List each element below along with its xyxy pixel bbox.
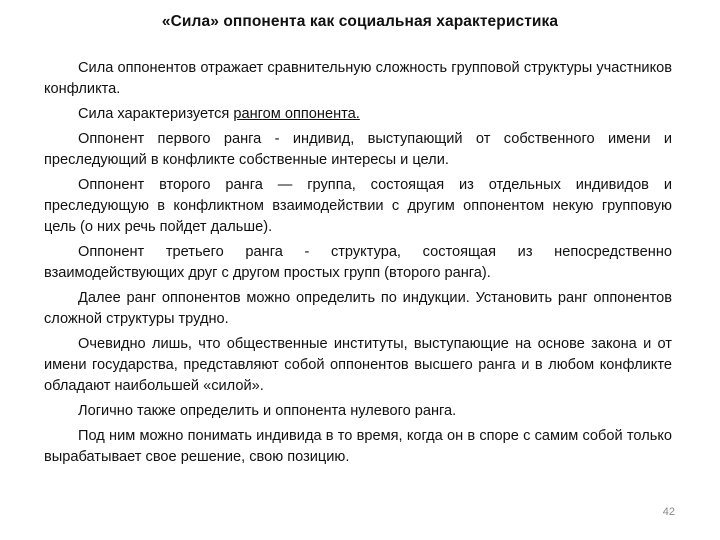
- paragraph-zero-rank-explanation: Под ним можно понимать индивида в то время, когда он в споре с самим собой только вырабатывает свое решение, свою позицию.: [44, 428, 672, 465]
- paragraph-zero-rank: Логично также определить и оппонента нулевого ранга.: [78, 403, 457, 419]
- paragraph-highest-rank: Очевидно лишь, что общественные институты, выступающие на основе закона и от имени государства, представляют собой оппонентов высшего ранга и в любом конфликте обладают наибольшей «силой».: [44, 336, 672, 394]
- paragraph-rank-definition: [44, 104, 672, 125]
- paragraph-strength-definition: Сила оппонентов отражает сравнительную сложность групповой структуры участников конфликта.: [44, 60, 672, 97]
- paragraph-first-rank: Оппонент первого ранга - индивид, выступающий от собственного имени и преследующий в конфликте собственные интересы и цели.: [44, 131, 672, 168]
- paragraph-third-rank: Оппонент третьего ранга - структура, состоящая из непосредственно взаимодействующих друг с другом простых групп (второго ранга).: [44, 244, 672, 281]
- paragraph-induction: Далее ранг оппонентов можно определить по индукции. Установить ранг оппонентов сложной структуры трудно.: [44, 290, 672, 327]
- paragraph-second-rank: Оппонент второго ранга — группа, состоящая из отдельных индивидов и преследующую в конфликтном взаимодействии с другим оппонентом некую групповую цель (о них речь пойдет дальше).: [44, 177, 672, 235]
- slide-content: [44, 58, 672, 472]
- rank-definition-prefix: Сила характеризуется: [78, 106, 234, 122]
- slide-title: «Сила» оппонента как социальная характеристика: [161, 13, 559, 30]
- page-number: 42: [662, 506, 675, 518]
- rank-emphasis: рангом оппонента.: [233, 106, 360, 122]
